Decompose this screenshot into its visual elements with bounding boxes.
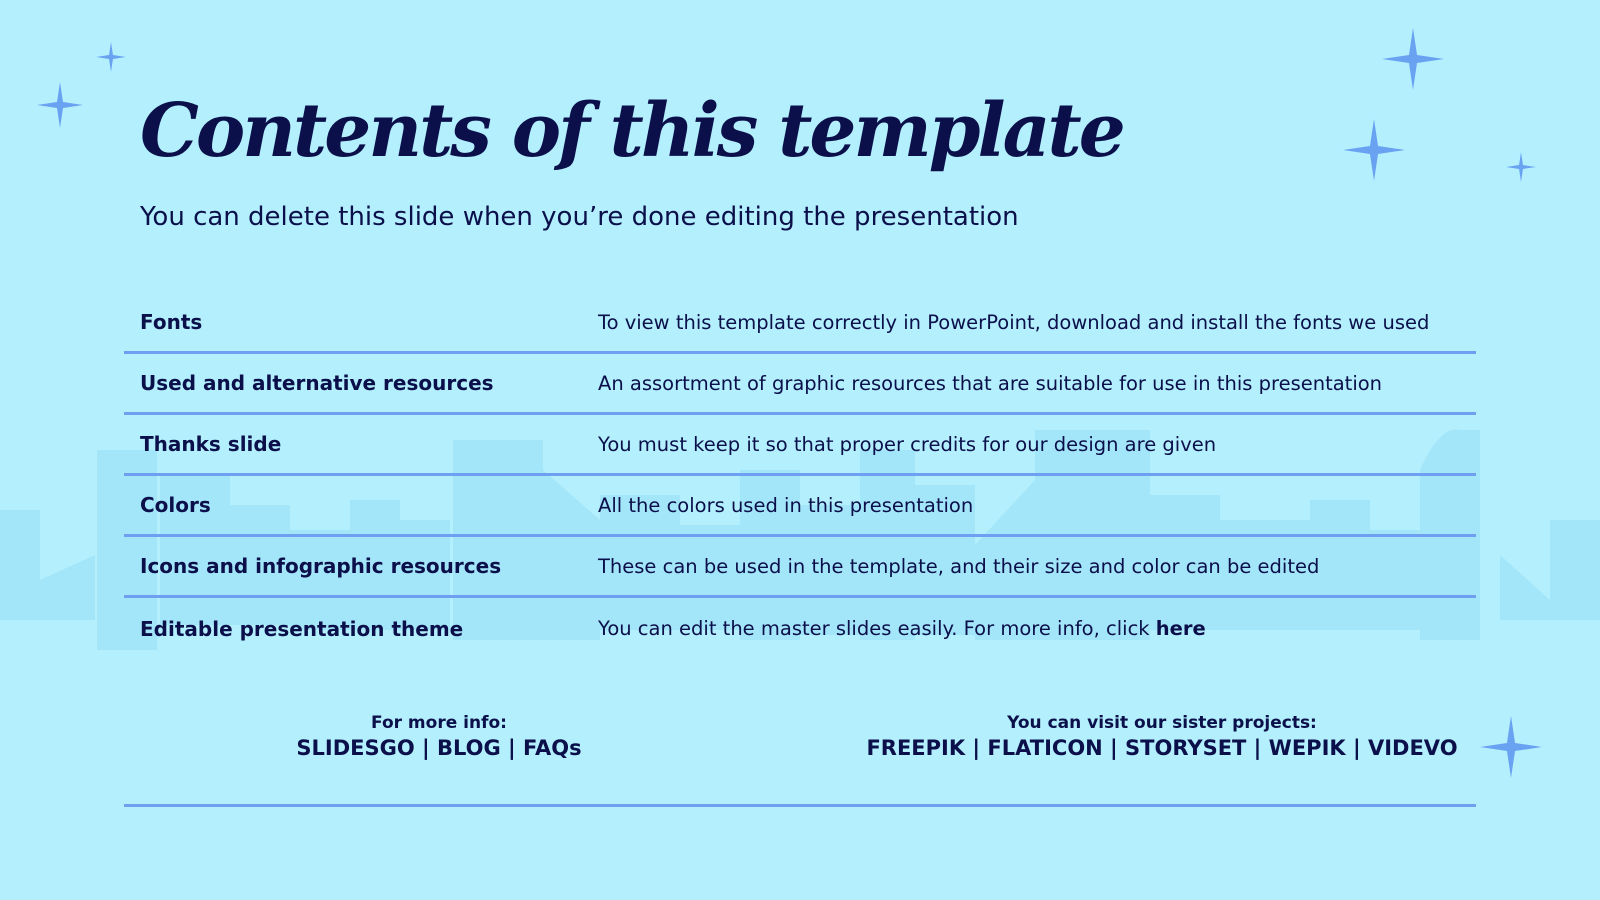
row-key: Colors [140, 493, 211, 517]
link-flaticon[interactable]: FLATICON [987, 736, 1103, 760]
row-value-text: You can edit the master slides easily. For more info, click [598, 617, 1156, 640]
link-separator: | [965, 736, 988, 760]
sparkle-icon [1506, 152, 1536, 182]
link-slidesgo[interactable]: SLIDESGO [296, 736, 415, 760]
footer-heading: For more info: [371, 713, 507, 733]
link-blog[interactable]: BLOG [437, 736, 501, 760]
table-row [124, 476, 1476, 537]
link-wepik[interactable]: WEPIK [1268, 736, 1346, 760]
link-storyset[interactable]: STORYSET [1125, 736, 1247, 760]
footer-heading: You can visit our sister projects: [1007, 713, 1317, 733]
footer-links [862, 734, 1462, 762]
footer-links [239, 734, 639, 762]
link-separator: | [500, 736, 524, 760]
link-videvo[interactable]: VIDEVO [1367, 736, 1458, 760]
row-value: These can be used in the template, and their size and color can be edited [598, 554, 1320, 578]
link-freepik[interactable]: FREEPIK [866, 736, 966, 760]
row-value: All the colors used in this presentation [598, 493, 974, 517]
row-value: An assortment of graphic resources that are suitable for use in this presentation [598, 371, 1383, 395]
link-separator: | [414, 736, 438, 760]
row-key: Thanks slide [140, 432, 282, 456]
page-subtitle: You can delete this slide when you’re done editing the presentation [140, 202, 1019, 232]
table-row [124, 354, 1476, 415]
row-value: You must keep it so that proper credits for our design are given [598, 432, 1217, 456]
footer-sister-projects [862, 712, 1462, 762]
contents-table [124, 293, 1476, 659]
row-key: Fonts [140, 310, 203, 334]
table-row [124, 293, 1476, 354]
table-row [124, 598, 1476, 659]
row-value: To view this template correctly in PowerPoint, download and install the fonts we used [598, 310, 1430, 334]
footer-more-info [239, 712, 639, 762]
row-key: Icons and infographic resources [140, 554, 502, 578]
link-separator: | [1246, 736, 1269, 760]
row-key: Used and alternative resources [140, 371, 494, 395]
table-row [124, 537, 1476, 598]
link-separator: | [1102, 736, 1126, 760]
link-separator: | [1345, 736, 1368, 760]
sparkle-icon [96, 42, 126, 72]
table-row [124, 415, 1476, 476]
row-key: Editable presentation theme [140, 616, 464, 641]
here-link[interactable]: here [1155, 617, 1206, 640]
sparkle-icon [1343, 119, 1405, 181]
sparkle-icon [37, 82, 83, 128]
page-title: Contents of this template [140, 88, 1123, 174]
sparkle-icon [1382, 28, 1444, 90]
sparkle-icon [1480, 716, 1542, 778]
row-value [598, 617, 1206, 640]
link-faqs[interactable]: FAQs [523, 736, 582, 760]
bottom-divider [124, 804, 1476, 807]
